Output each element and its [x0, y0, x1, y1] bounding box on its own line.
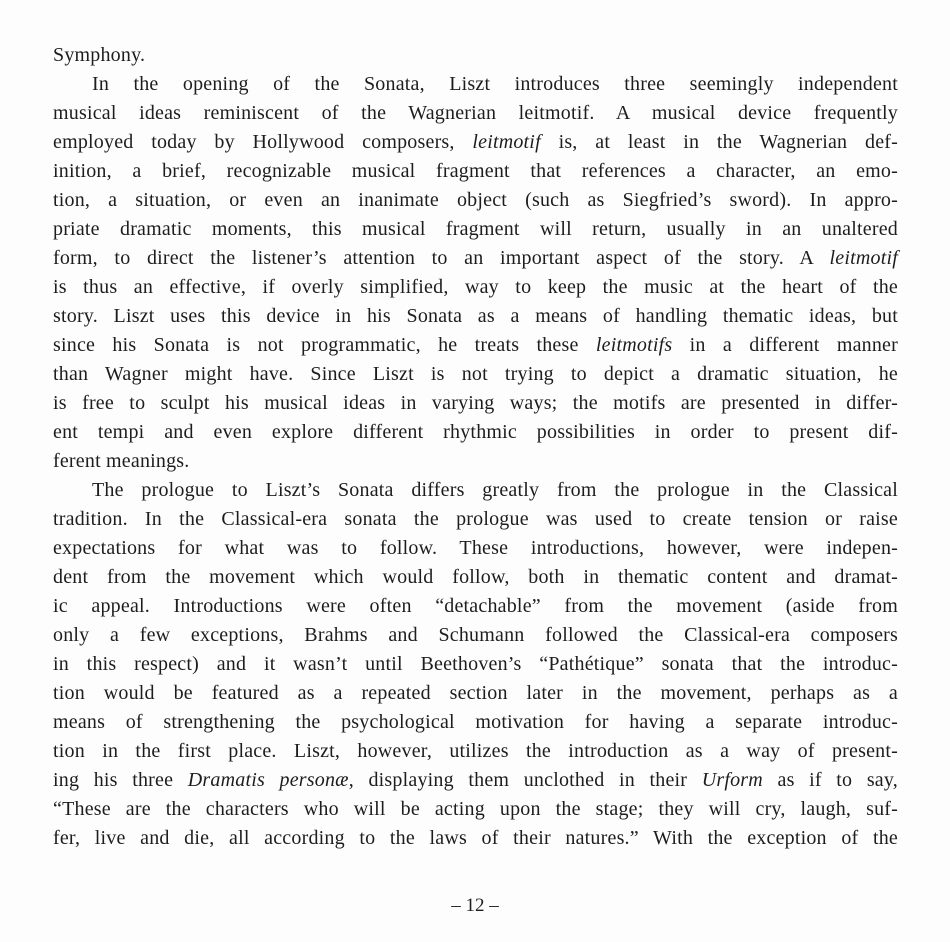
text-line: [53, 389, 898, 418]
document-text: [53, 41, 898, 853]
text-line: [53, 476, 898, 505]
italic-text-segment: leitmotif: [829, 247, 898, 269]
text-segment: form, to direct the listener’s attention to an important aspect of the story. A: [53, 247, 830, 269]
text-segment: Symphony.: [53, 44, 146, 66]
text-line: [53, 244, 898, 273]
text-segment: in a different manner: [672, 334, 898, 356]
text-line: [53, 331, 898, 360]
page-footer: [0, 891, 950, 920]
text-segment: means of strengthening the psychological motivation for having a separate introduc-: [53, 711, 898, 733]
text-segment: ing his three: [53, 769, 188, 791]
text-line: [53, 563, 898, 592]
text-segment: ent tempi and even explore different rhythmic possibilities in order to present dif-: [53, 421, 898, 443]
text-segment: than Wagner might have. Since Liszt is not trying to depict a dramatic situation, he: [53, 363, 898, 385]
text-segment: ferent meanings.: [53, 450, 190, 472]
text-segment: “These are the characters who will be acting upon the stage; they will cry, laugh, suf-: [53, 798, 898, 820]
text-line: [53, 679, 898, 708]
italic-text-segment: leitmotif: [472, 131, 541, 153]
text-line: [53, 766, 898, 795]
text-line: [53, 128, 898, 157]
text-segment: is, at least in the Wagnerian def-: [540, 131, 899, 153]
text-line: [53, 708, 898, 737]
text-segment: priate dramatic moments, this musical fragment will return, usually in an unaltered: [53, 218, 898, 240]
text-line: [53, 41, 898, 70]
text-line: [53, 447, 898, 476]
text-line: [53, 824, 898, 853]
text-line: [53, 505, 898, 534]
text-segment: dent from the movement which would follow, both in thematic content and dramat-: [53, 566, 898, 588]
text-segment: is free to sculpt his musical ideas in varying ways; the motifs are presented in differ-: [53, 392, 898, 414]
text-segment: only a few exceptions, Brahms and Schumann followed the Classical-era composers: [53, 624, 898, 646]
text-segment: fer, live and die, all according to the laws of their natures.” With the exception of the: [53, 827, 898, 849]
text-segment: tion would be featured as a repeated section later in the movement, perhaps as a: [53, 682, 898, 704]
text-segment: since his Sonata is not programmatic, he treats these: [53, 334, 596, 356]
text-line: [53, 215, 898, 244]
text-line: [53, 360, 898, 389]
text-line: [53, 592, 898, 621]
italic-text-segment: Dramatis personæ: [187, 769, 349, 791]
text-segment: in this respect) and it wasn’t until Beethoven’s “Pathétique” sonata that the introduc-: [53, 653, 898, 675]
text-segment: as if to say,: [762, 769, 898, 791]
page-number: – 12 –: [451, 895, 499, 916]
text-segment: employed today by Hollywood composers,: [53, 131, 473, 153]
text-segment: expectations for what was to follow. These introductions, however, were indepen-: [53, 537, 898, 559]
text-line: [53, 534, 898, 563]
text-line: [53, 621, 898, 650]
text-line: [53, 737, 898, 766]
text-line: [53, 186, 898, 215]
text-line: [53, 157, 898, 186]
text-line: [53, 418, 898, 447]
text-segment: inition, a brief, recognizable musical fragment that references a character, an emo-: [53, 160, 898, 182]
text-segment: tion in the first place. Liszt, however, utilizes the introduction as a way of present-: [53, 740, 898, 762]
italic-text-segment: Urform: [701, 769, 763, 791]
text-line: [53, 302, 898, 331]
text-line: [53, 99, 898, 128]
text-line: [53, 273, 898, 302]
text-segment: , displaying them unclothed in their: [348, 769, 702, 791]
text-segment: The prologue to Liszt’s Sonata differs greatly from the prologue in the Classical: [92, 479, 898, 501]
text-line: [53, 70, 898, 99]
text-segment: is thus an effective, if overly simplified, way to keep the music at the heart of the: [53, 276, 898, 298]
text-line: [53, 650, 898, 679]
italic-text-segment: leitmotifs: [595, 334, 673, 356]
text-line: [53, 795, 898, 824]
text-segment: In the opening of the Sonata, Liszt introduces three seemingly independent: [92, 73, 898, 95]
text-segment: ic appeal. Introductions were often “detachable” from the movement (aside from: [53, 595, 898, 617]
text-segment: musical ideas reminiscent of the Wagnerian leitmotif. A musical device frequently: [53, 102, 898, 124]
text-segment: story. Liszt uses this device in his Sonata as a means of handling thematic ideas, but: [53, 305, 898, 327]
text-segment: tion, a situation, or even an inanimate object (such as Siegfried’s sword). In appro-: [53, 189, 898, 211]
text-segment: tradition. In the Classical-era sonata the prologue was used to create tension or raise: [53, 508, 898, 530]
